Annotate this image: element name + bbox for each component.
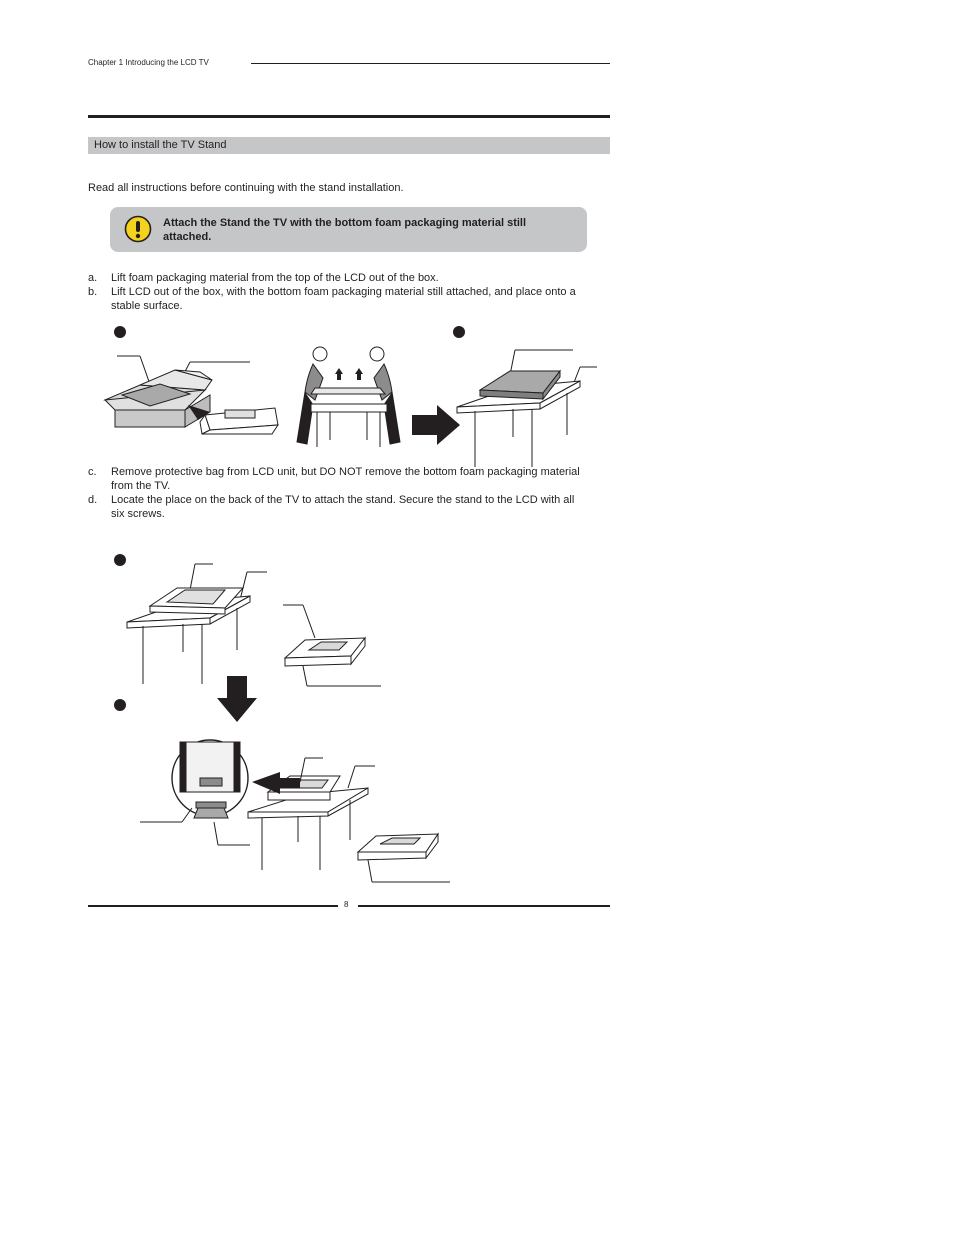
step-label: d. bbox=[88, 494, 98, 506]
attach-stand-illustration bbox=[140, 730, 455, 885]
tv-on-table-illustration bbox=[455, 345, 600, 470]
title-rule bbox=[88, 115, 610, 118]
lift-tv-illustration bbox=[285, 342, 415, 452]
step-label: b. bbox=[88, 286, 98, 298]
intro-text: Read all instructions before continuing with the stand installation. bbox=[88, 182, 404, 194]
footer-rule-right bbox=[358, 905, 610, 907]
step-c bbox=[88, 465, 588, 493]
step-marker-dot bbox=[114, 699, 126, 711]
step-marker-dot bbox=[114, 326, 126, 338]
step-text: Lift LCD out of the box, with the bottom foam packaging material still attached, and place onto a stable surface. bbox=[111, 286, 576, 312]
step-text: Remove protective bag from LCD unit, but DO NOT remove the bottom foam packaging material from the TV. bbox=[111, 466, 580, 492]
step-marker-dot bbox=[453, 326, 465, 338]
step-d bbox=[88, 493, 588, 521]
remove-bag-illustration bbox=[125, 560, 390, 690]
page-number: 8 bbox=[344, 900, 349, 909]
note-text: Attach the Stand the TV with the bottom foam packaging material still attached. bbox=[163, 217, 527, 243]
header-rule bbox=[251, 63, 610, 64]
warning-exclamation-icon bbox=[124, 215, 152, 243]
chapter-header: Chapter 1 Introducing the LCD TV bbox=[88, 58, 209, 67]
step-b bbox=[88, 285, 588, 313]
arrow-down-icon bbox=[217, 676, 257, 722]
footer-rule-left bbox=[88, 905, 338, 907]
step-a bbox=[88, 271, 588, 285]
step-label: a. bbox=[88, 272, 98, 284]
step-text: Locate the place on the back of the TV to attach the stand. Secure the stand to the LCD with all six screws. bbox=[111, 494, 575, 520]
step-text: Lift foam packaging material from the top of the LCD out of the box. bbox=[111, 272, 439, 284]
section-title: How to install the TV Stand bbox=[94, 139, 227, 151]
unpack-box-illustration bbox=[100, 350, 280, 445]
step-label: c. bbox=[88, 466, 97, 478]
